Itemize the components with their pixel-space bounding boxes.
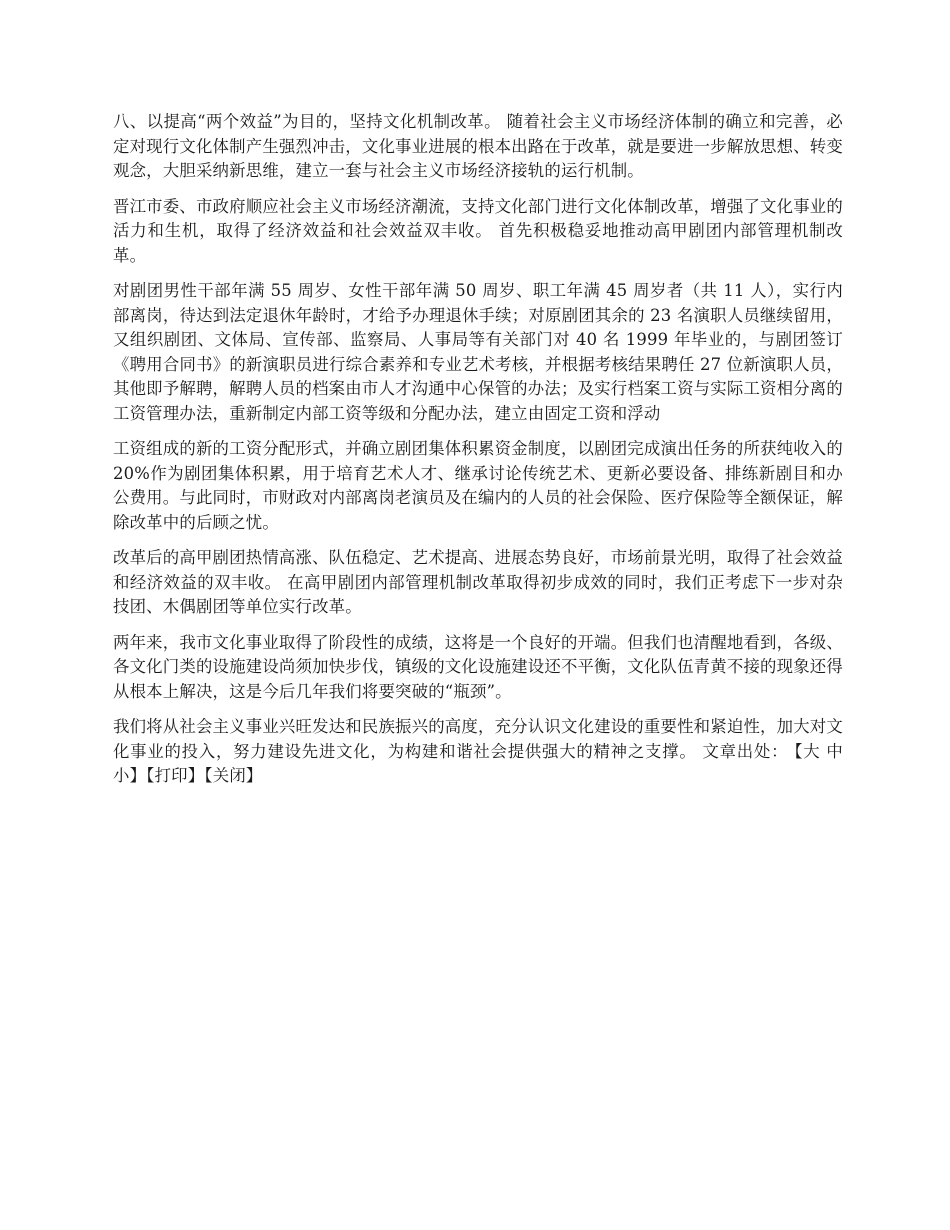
paragraph-1: 八、以提高“两个效益”为目的，坚持文化机制改革。 随着社会主义市场经济体制的确立和完善，必定对现行文化体制产生强烈冲击，文化事业进展的根本出路在于改革，就是要进一步解放思想、转变观念，大胆采纳新思维，建立一套与社会主义市场经济接轨的运行机制。 xyxy=(113,112,843,180)
paragraph-4: 工资组成的新的工资分配形式，并确立剧团集体积累资金制度，以剧团完成演出任务的所获纯收入的 20%作为剧团集体积累，用于培育艺术人才、继承讨论传统艺术、更新必要设备、排练新剧目和办公费用。与此同时，市财政对内部离岗老演员及在编内的人员的社会保险、医疗保险等全额保证，解除改革中的后顾之忧。 xyxy=(113,439,843,532)
font-size-controls[interactable]: 【大 中 小】 xyxy=(113,741,843,785)
article-source-label: 文章出处： xyxy=(702,741,789,761)
paragraph-3: 对剧团男性干部年满 55 周岁、女性干部年满 50 周岁、职工年满 45 周岁者（共 11 人），实行内部离岗，待达到法定退休年龄时，才给予办理退休手续；对原剧团其余的 23 名演职人员继续留用，又组织剧团、文体局、宣传部、监察局、人事局等有关部门对 40 名 1999 年毕业的，与剧团签订《聘用合同书》的新演职员进行综合素养和专业艺术考核，并根据考核结果聘任 27 位新演职人员，其他即予解聘，解聘人员的档案由市人才沟通中心保管的办法；及实行档案工资与实际工资相分离的工资管理办法，重新制定内部工资等级和分配办法，建立由固定工资和浮动 xyxy=(113,281,843,423)
paragraph-7: 我们将从社会主义事业兴旺发达和民族振兴的高度，充分认识文化建设的重要性和紧迫性，加大对文化事业的投入，努力建设先进文化，为构建和谐社会提供强大的精神之支撑。 xyxy=(113,717,843,761)
print-link[interactable]: 【打印】 xyxy=(146,766,205,785)
paragraph-5: 改革后的高甲剧团热情高涨、队伍稳定、艺术提高、进展态势良好，市场前景光明，取得了社会效益和经济效益的双丰收。 在高甲剧团内部管理机制改革取得初步成效的同时，我们正考虑下一步对杂技团、木偶剧团等单位实行改革。 xyxy=(113,548,843,616)
paragraph-2: 晋江市委、市政府顺应社会主义市场经济潮流，支持文化部门进行文化体制改革，增强了文化事业的活力和生机，取得了经济效益和社会效益双丰收。 首先积极稳妥地推动高甲剧团内部管理机制改革。 xyxy=(113,196,843,265)
paragraph-6: 两年来，我市文化事业取得了阶段性的成绩，这将是一个良好的开端。但我们也清醒地看到，各级、各文化门类的设施建设尚须加快步伐，镇级的文化设施建设还不平衡，文化队伍青黄不接的现象还得从根本上解决，这是今后几年我们将要突破的“瓶颈”。 xyxy=(113,632,843,701)
paragraph-7-with-controls xyxy=(113,715,843,789)
article-body xyxy=(113,110,843,800)
close-link[interactable]: 【关闭】 xyxy=(204,766,263,785)
